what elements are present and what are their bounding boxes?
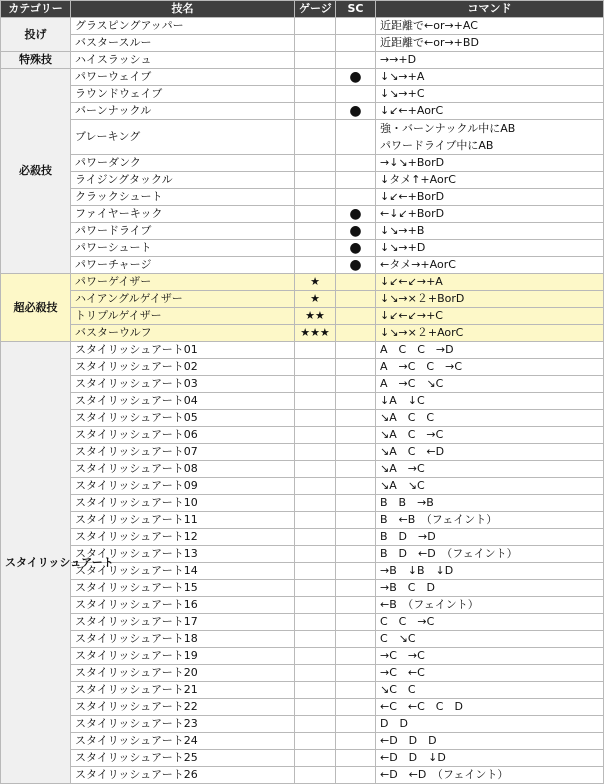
command-cell [376,478,604,495]
command-text: 近距離で←or→+AC [380,19,478,32]
move-name: スタイリッシュアート24 [71,733,295,750]
table-row [1,35,604,52]
move-name: スタイリッシュアート13 [71,546,295,563]
sc-marker [336,563,376,580]
table-row [1,342,604,359]
command-text: ←タメ→+AorC [380,258,456,271]
gauge-stars [295,257,336,274]
sc-marker [336,359,376,376]
gauge-stars [295,155,336,172]
sc-marker [336,699,376,716]
move-name: パワーゲイザー [71,274,295,291]
gauge-stars [295,665,336,682]
command-cell [376,359,604,376]
move-name: スタイリッシュアート19 [71,648,295,665]
command-text: C ↘C [380,632,416,645]
header-category: カテゴリー [1,1,71,18]
table-row [1,120,604,155]
command-cell [376,393,604,410]
command-cell [376,767,604,784]
command-cell [376,427,604,444]
command-text: B B →B [380,496,434,509]
gauge-stars: ★★ [295,308,336,325]
sc-marker: ● [336,103,376,120]
command-cell [376,223,604,240]
sc-marker [336,682,376,699]
move-name: スタイリッシュアート11 [71,512,295,529]
gauge-stars [295,206,336,223]
sc-marker: ● [336,69,376,86]
move-name: スタイリッシュアート06 [71,427,295,444]
command-cell [376,189,604,206]
move-name: スタイリッシュアート15 [71,580,295,597]
move-name: ハイアングルゲイザー [71,291,295,308]
table-row [1,546,604,563]
sc-marker [336,308,376,325]
command-text: →C ←C [380,666,425,679]
sc-marker [336,393,376,410]
command-cell [376,325,604,342]
command-cell [376,699,604,716]
move-name: ハイスラッシュ [71,52,295,69]
sc-marker [336,342,376,359]
sc-marker [336,512,376,529]
command-text: A →C ↘C [380,377,444,390]
move-name: スタイリッシュアート14 [71,563,295,580]
table-row [1,325,604,342]
command-text: D D [380,717,408,730]
table-row [1,223,604,240]
table-row [1,716,604,733]
command-text: ↘A C ←D [380,445,445,458]
table-row [1,274,604,291]
table-row [1,580,604,597]
command-cell [376,665,604,682]
sc-marker [336,750,376,767]
command-text: 強・バーンナックル中にAB [380,122,516,135]
move-name: バスタースルー [71,35,295,52]
sc-marker [336,444,376,461]
move-name: スタイリッシュアート17 [71,614,295,631]
command-cell [376,172,604,189]
move-name: スタイリッシュアート10 [71,495,295,512]
move-name: パワードライブ [71,223,295,240]
command-cell [376,631,604,648]
gauge-stars [295,495,336,512]
command-cell [376,155,604,172]
command-text: ↘A ↘C [380,479,425,492]
sc-marker: ● [336,206,376,223]
command-cell [376,342,604,359]
sc-marker [336,665,376,682]
sc-marker [336,325,376,342]
gauge-stars [295,342,336,359]
gauge-stars [295,767,336,784]
move-name: スタイリッシュアート05 [71,410,295,427]
table-row [1,291,604,308]
command-cell [376,648,604,665]
command-text: ↓↙←↙→+A [380,275,443,288]
table-row [1,393,604,410]
command-text: B ←B （フェイント） [380,513,498,526]
command-text: ←B （フェイント） [380,598,479,611]
move-name: スタイリッシュアート21 [71,682,295,699]
command-cell [376,461,604,478]
command-cell [376,529,604,546]
table-row [1,86,604,103]
table-row [1,733,604,750]
gauge-stars [295,733,336,750]
table-row [1,376,604,393]
command-text: 近距離で←or→+BD [380,36,479,49]
gauge-stars [295,223,336,240]
command-text: ↓↘→+C [380,87,425,100]
gauge-stars [295,597,336,614]
table-row [1,103,604,120]
sc-marker [336,172,376,189]
sc-marker [336,546,376,563]
command-text: →↓↘+BorD [380,156,445,169]
gauge-stars [295,18,336,35]
sc-marker [336,274,376,291]
table-row [1,495,604,512]
gauge-stars [295,427,336,444]
table-row [1,257,604,274]
command-cell [376,240,604,257]
sc-marker [336,189,376,206]
move-name: バーンナックル [71,103,295,120]
table-row [1,529,604,546]
sc-marker [336,478,376,495]
command-cell [376,750,604,767]
move-name: パワーウェイブ [71,69,295,86]
gauge-stars [295,614,336,631]
move-name: スタイリッシュアート20 [71,665,295,682]
sc-marker: ● [336,223,376,240]
move-name: スタイリッシュアート18 [71,631,295,648]
gauge-stars [295,478,336,495]
gauge-stars [295,546,336,563]
sc-marker [336,614,376,631]
move-list-body [1,18,604,784]
command-text: ↘C C [380,683,416,696]
gauge-stars [295,648,336,665]
command-text: A C C →D [380,343,454,356]
move-name: ブレーキング [71,120,295,155]
table-row [1,563,604,580]
command-cell [376,716,604,733]
move-name: グラスピングアッパー [71,18,295,35]
gauge-stars [295,716,336,733]
gauge-stars [295,529,336,546]
gauge-stars [295,172,336,189]
sc-marker [336,291,376,308]
gauge-stars [295,103,336,120]
header-move-name: 技名 [71,1,295,18]
gauge-stars [295,69,336,86]
command-cell [376,291,604,308]
table-row [1,308,604,325]
table-row [1,682,604,699]
sc-marker [336,529,376,546]
gauge-stars [295,359,336,376]
sc-marker [336,597,376,614]
move-name: スタイリッシュアート02 [71,359,295,376]
command-cell [376,546,604,563]
gauge-stars [295,410,336,427]
command-cell [376,274,604,291]
move-name: スタイリッシュアート04 [71,393,295,410]
gauge-stars [295,240,336,257]
move-name: スタイリッシュアート09 [71,478,295,495]
command-text: →B C D [380,581,435,594]
gauge-stars: ★ [295,274,336,291]
gauge-stars: ★★★ [295,325,336,342]
command-cell [376,512,604,529]
header-gauge: ゲージ [295,1,336,18]
gauge-stars [295,580,336,597]
command-text: ←↓↙+BorD [380,207,445,220]
command-text: ↘A C C [380,411,435,424]
command-cell [376,682,604,699]
gauge-stars [295,189,336,206]
command-text: →C →C [380,649,425,662]
command-cell [376,257,604,274]
command-cell [376,69,604,86]
category-cell: 投げ [1,18,71,52]
sc-marker [336,52,376,69]
gauge-stars [295,35,336,52]
command-cell [376,35,604,52]
command-text: ↘A →C [380,462,425,475]
sc-marker: ● [336,240,376,257]
sc-marker [336,410,376,427]
command-text: ↓↙←↙→+C [380,309,443,322]
sc-marker [336,631,376,648]
sc-marker: ● [336,257,376,274]
command-text: ↓↘→+B [380,224,425,237]
category-cell: 超必殺技 [1,274,71,342]
command-cell [376,308,604,325]
category-cell: スタイリッシュアート [1,342,71,784]
category-cell: 特殊技 [1,52,71,69]
command-text: ←D D D [380,734,437,747]
move-name: スタイリッシュアート07 [71,444,295,461]
header-row [1,1,604,18]
table-row [1,631,604,648]
command-cell [376,495,604,512]
gauge-stars [295,393,336,410]
move-name: スタイリッシュアート26 [71,767,295,784]
move-name: クラックシュート [71,189,295,206]
command-cell [376,206,604,223]
command-cell [376,103,604,120]
command-cell [376,580,604,597]
command-text: ←D ←D （フェイント） [380,768,509,781]
sc-marker [336,35,376,52]
move-name: スタイリッシュアート16 [71,597,295,614]
gauge-stars [295,682,336,699]
command-text: パワードライブ中にAB [380,139,494,152]
table-row [1,665,604,682]
gauge-stars [295,444,336,461]
sc-marker [336,18,376,35]
table-row [1,512,604,529]
move-name: ライジングタックル [71,172,295,189]
gauge-stars [295,750,336,767]
sc-marker [336,733,376,750]
table-row [1,648,604,665]
command-text: ↓タメ↑+AorC [380,173,456,186]
sc-marker [336,427,376,444]
command-text: ↓↘→+A [380,70,425,83]
command-cell [376,444,604,461]
move-name: パワーシュート [71,240,295,257]
gauge-stars [295,512,336,529]
table-row [1,478,604,495]
table-row [1,427,604,444]
command-text: ↓↙←+AorC [380,104,444,117]
sc-marker [336,376,376,393]
command-text: ↓A ↓C [380,394,425,407]
command-text: ←D D ↓D [380,751,446,764]
command-text: C C →C [380,615,435,628]
gauge-stars [295,699,336,716]
command-cell [376,563,604,580]
sc-marker [336,495,376,512]
table-row [1,155,604,172]
command-text: B D ←D （フェイント） [380,547,518,560]
table-row [1,69,604,86]
sc-marker [336,86,376,103]
command-cell [376,376,604,393]
gauge-stars [295,120,336,155]
table-row [1,172,604,189]
gauge-stars: ★ [295,291,336,308]
table-row [1,359,604,376]
command-cell [376,86,604,103]
gauge-stars [295,563,336,580]
table-row [1,614,604,631]
category-cell: 必殺技 [1,69,71,274]
move-name: スタイリッシュアート08 [71,461,295,478]
header-sc: SC [336,1,376,18]
table-row [1,767,604,784]
command-cell [376,18,604,35]
table-row [1,410,604,427]
move-name: トリプルゲイザー [71,308,295,325]
table-row [1,444,604,461]
table-row [1,189,604,206]
command-text: A →C C →C [380,360,463,373]
command-cell [376,614,604,631]
table-row [1,206,604,223]
command-text: ←C ←C C D [380,700,463,713]
header-command: コマンド [376,1,604,18]
gauge-stars [295,86,336,103]
gauge-stars [295,52,336,69]
sc-marker [336,580,376,597]
command-text: ↓↘→×２+AorC [380,326,464,339]
table-row [1,699,604,716]
command-text: →B ↓B ↓D [380,564,454,577]
command-text: ↓↘→+D [380,241,426,254]
move-name: パワーチャージ [71,257,295,274]
sc-marker [336,767,376,784]
move-name: スタイリッシュアート25 [71,750,295,767]
gauge-stars [295,631,336,648]
table-row [1,52,604,69]
move-name: パワーダンク [71,155,295,172]
sc-marker [336,716,376,733]
sc-marker [336,648,376,665]
table-row [1,461,604,478]
command-cell [376,120,604,155]
move-name: スタイリッシュアート12 [71,529,295,546]
table-row [1,18,604,35]
move-name: スタイリッシュアート01 [71,342,295,359]
gauge-stars [295,461,336,478]
move-name: バスターウルフ [71,325,295,342]
command-cell [376,410,604,427]
sc-marker [336,120,376,155]
move-name: スタイリッシュアート03 [71,376,295,393]
sc-marker [336,155,376,172]
move-name: ファイヤーキック [71,206,295,223]
table-row [1,750,604,767]
command-text: B D →D [380,530,436,543]
command-text: →→+D [380,53,417,66]
move-name: スタイリッシュアート22 [71,699,295,716]
command-cell [376,733,604,750]
command-text: ↘A C →C [380,428,444,441]
command-cell [376,52,604,69]
table-row [1,240,604,257]
command-cell [376,597,604,614]
table-row [1,597,604,614]
command-text: ↓↙←+BorD [380,190,445,203]
command-text: ↓↘→×２+BorD [380,292,465,305]
move-name: ラウンドウェイブ [71,86,295,103]
move-name: スタイリッシュアート23 [71,716,295,733]
sc-marker [336,461,376,478]
gauge-stars [295,376,336,393]
